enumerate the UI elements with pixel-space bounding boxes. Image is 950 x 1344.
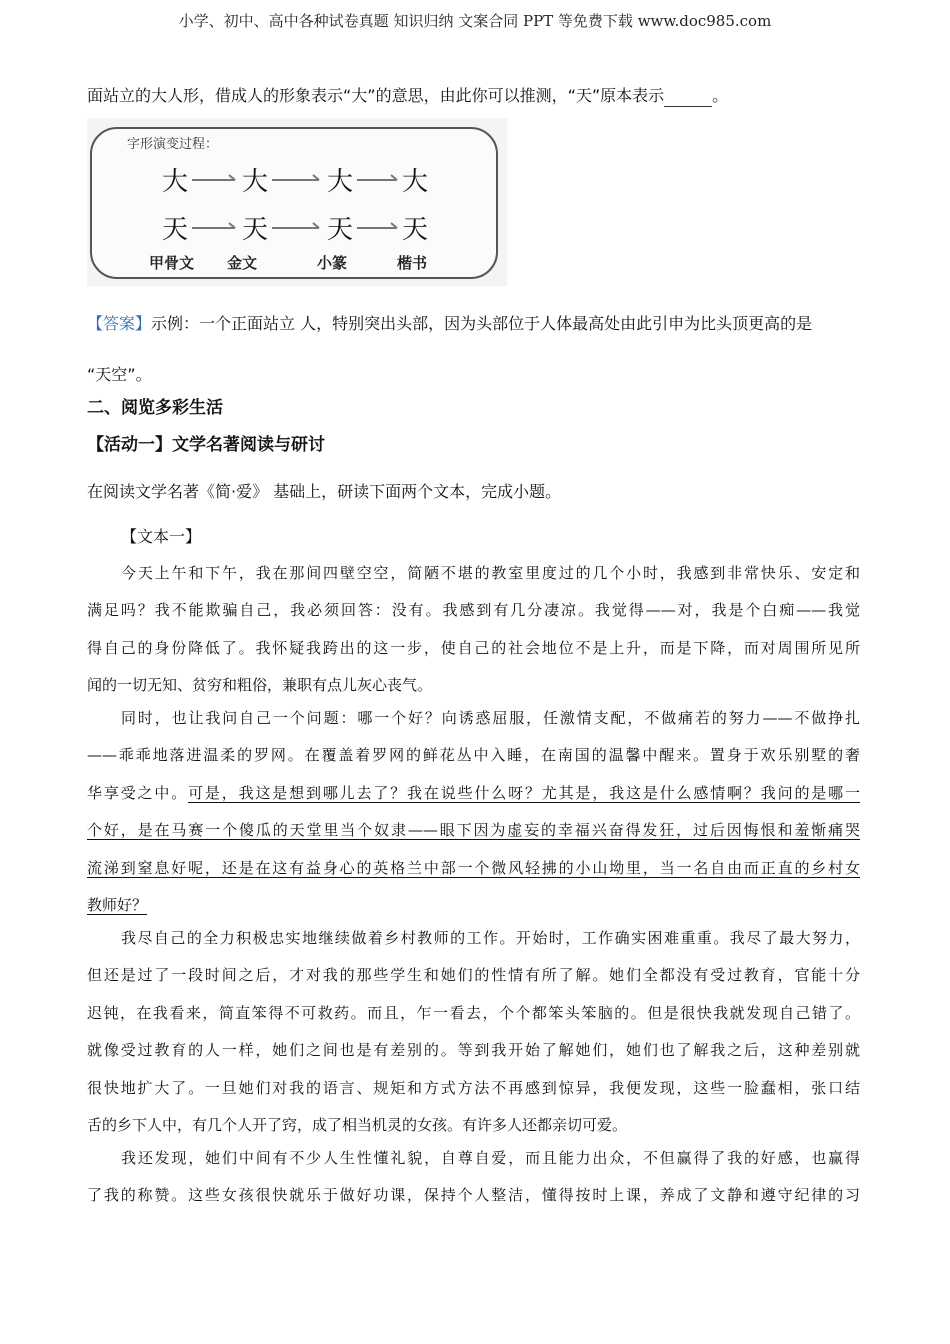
page-header: 小学、初中、高中各种试卷真题 知识归纳 文案合同 PPT 等免费下载 www.doc985.com [178,12,772,30]
text-label: 【文本一】 [121,527,202,546]
para4-line: 我还发现，她们中间有不少人生性懂礼貌，自尊自爱，而且能力出众，不但赢得了我的好感，也赢得 [121,1149,860,1167]
para2-line: 同时，也让我问自己一个问题：哪一个好？向诱惑屈服，任激情支配，不做痛若的努力——不做挣扎 [121,709,860,727]
para2-line [87,894,860,916]
para2-text: 华享受之中。 [87,784,189,802]
para1-line: 满足吗？我不能欺骗自己，我必须回答：没有。我感到有几分凄凉。我觉得——对，我是个白痴——我觉 [87,601,860,619]
label-bronze: 金文 [227,254,258,272]
glyph-seal-da: 大 [327,167,354,197]
label-regular: 楷书 [397,254,428,272]
glyph-regular-tian: 天 [402,215,429,245]
answer-line [87,313,812,335]
glyph-evolution-figure [87,118,507,286]
question-line [87,85,728,107]
para3-line: 舌的乡下人中，有几个人开了窍，成了相当机灵的女孩。有许多人还都亲切可爱。 [87,1116,628,1134]
answer-blank [664,90,712,107]
para2-line [87,782,860,804]
question-text: 面站立的大人形，借成人的形象表示“大”的意思，由此你可以推测，“天”原本表示 [87,86,665,105]
underlined-line: 个好，是在马赛一个傻瓜的天堂里当个奴隶——眼下因为虚妄的幸福兴奋得发狂，过后因悔恨和羞惭痛哭 [87,821,860,839]
para1-line: 今天上午和下午，我在那间四壁空空，简陋不堪的教室里度过的几个小时，我感到非常快乐、安定和 [121,564,860,582]
label-seal: 小篆 [317,254,348,272]
glyph-bronze-da: 大 [242,167,269,197]
para2-line: ——乖乖地落进温柔的罗网。在覆盖着罗网的鲜花丛中入睡，在南国的温馨中醒来。置身于欢乐别墅的奢 [87,746,860,764]
answer-tag: 【答案】 [87,314,152,333]
para3-line: 迟钝，在我看来，简直笨得不可救药。而且，乍一看去，个个都笨头笨脑的。但是很快我就发现自己错了。 [87,1004,860,1022]
glyph-bronze-tian: 天 [242,215,269,245]
para3-line: 就像受过教育的人一样，她们之间也是有差别的。等到我开始了解她们，她们也了解我之后，这种差别就 [87,1041,860,1059]
glyph-oracle-tian: 天 [162,215,189,245]
glyph-oracle-da: 大 [162,167,189,197]
question-end: 。 [712,86,729,105]
underlined-text: 教师好？ [87,896,148,914]
figure-title: 字形演变过程： [127,137,219,152]
para3-line: 我尽自己的全力积极忠实地继续做着乡村教师的工作。开始时，工作确实困难重重。我尽了最大努力， [121,929,860,947]
activity-title: 【活动一】文学名著阅读与研讨 [87,435,325,455]
para3-line: 很快地扩大了。一旦她们对我的语言、规矩和方式方法不再感到惊异，我便发现，这些一脸蠢相，张口结 [87,1079,860,1097]
answer-text: 示例：一个正面站立 人，特别突出头部，因为头部位于人体最高处由此引申为比头顶更高的是 [151,314,813,333]
section-title: 二、阅览多彩生活 [87,398,223,418]
para1-line: 闻的一切无知、贫穷和粗俗，兼职有点儿灰心丧气。 [87,676,433,694]
underlined-text: 可是，我这是想到哪儿去了？我在说些什么呀？尤其是，我这是什么感情啊？我问的是哪一 [188,784,860,802]
label-oracle: 甲骨文 [149,254,195,272]
intro-text: 在阅读文学名著《简·爱》 基础上，研读下面两个文本，完成小题。 [87,482,562,501]
para1-line: 得自己的身份降低了。我怀疑我跨出的这一步，使自己的社会地位不是上升，而是下降，而对周围所见所 [87,639,860,657]
glyph-seal-tian: 天 [327,215,354,245]
underlined-line: 流涕到窒息好呢，还是在这有益身心的英格兰中部一个微风轻拂的小山坳里，当一名自由而正直的乡村女 [87,859,860,877]
para4-line: 了我的称赞。这些女孩很快就乐于做好功课，保持个人整洁，懂得按时上课，养成了文静和遵守纪律的习 [87,1186,860,1204]
para3-line: 但还是过了一段时间之后，才对我的那些学生和她们的性情有所了解。她们全都没有受过教育，官能十分 [87,966,860,984]
glyph-regular-da: 大 [402,167,429,197]
answer-text-cont: “天空”。 [87,365,152,384]
